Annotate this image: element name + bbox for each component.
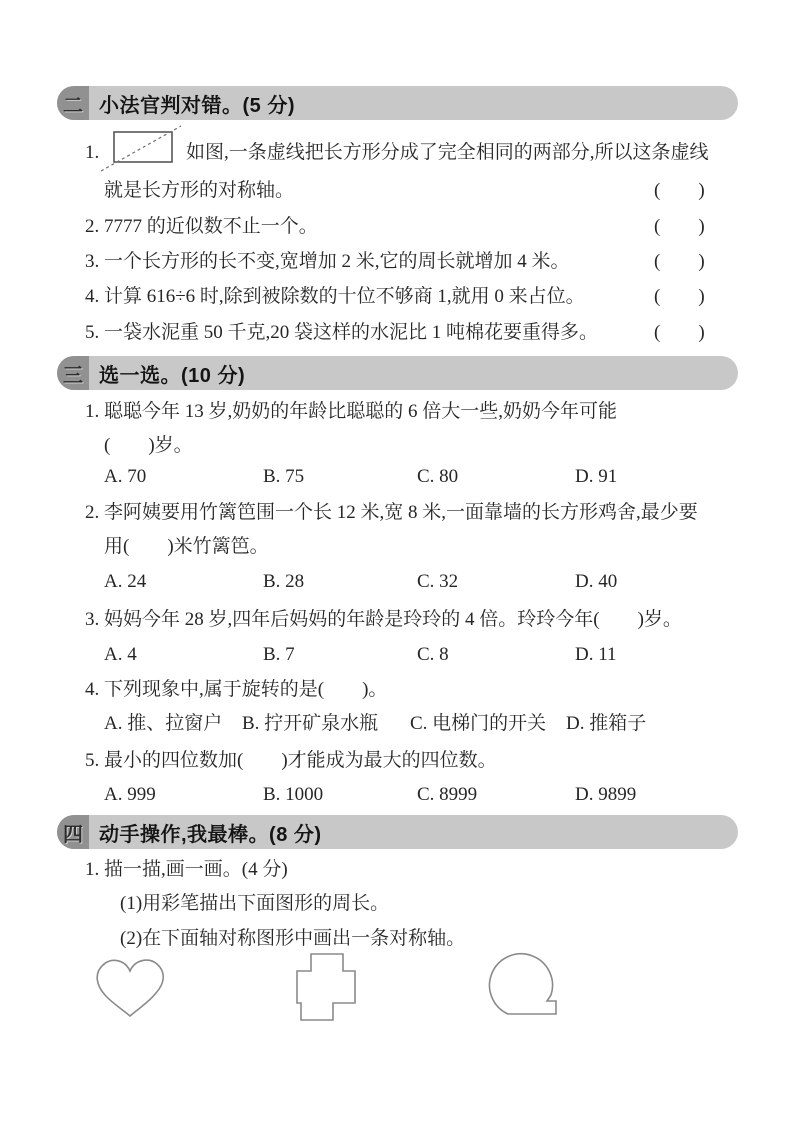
- section-header-hands-on: [57, 815, 738, 849]
- judge-q1-line2: 就是长方形的对称轴。: [104, 180, 295, 201]
- choose-q2-option-b: B. 28: [263, 571, 305, 592]
- choose-q1-line1: 1. 聪聪今年 13 岁,奶奶的年龄比聪聪的 6 倍大一些,奶奶今年可能: [85, 401, 618, 422]
- choose-q4-text: 4. 下列现象中,属于旋转的是( )。: [85, 679, 388, 700]
- choose-q2-line2: 用( )米竹篱笆。: [104, 536, 269, 557]
- rounded-notch-shape: [487, 951, 563, 1021]
- choose-q4-option-d: D. 推箱子: [566, 713, 647, 734]
- judge-q2-answer-blank: ( ): [654, 216, 705, 237]
- choose-q4-options: [104, 711, 749, 737]
- choose-q2-options: [104, 569, 749, 595]
- section-hands-on-title: 动手操作,我最棒。(8 分): [99, 823, 322, 846]
- choose-q4-option-b: B. 拧开矿泉水瓶: [242, 713, 379, 734]
- choose-q4-option-a: A. 推、拉窗户: [104, 713, 223, 734]
- section-hands-on-badge: 四: [57, 815, 89, 849]
- hands-on-q1-sub2: (2)在下面轴对称图形中画出一条对称轴。: [120, 928, 466, 949]
- choose-q5-option-d: D. 9899: [575, 784, 637, 805]
- choose-q3-text: 3. 妈妈今年 28 岁,四年后妈妈的年龄是玲玲的 4 倍。玲玲今年( )岁。: [85, 609, 682, 630]
- choose-q5-option-a: A. 999: [104, 784, 156, 805]
- choose-q1-options: [104, 464, 749, 490]
- judge-q1-answer-blank: ( ): [654, 180, 705, 201]
- choose-q1-option-a: A. 70: [104, 466, 147, 487]
- choose-q5-option-c: C. 8999: [417, 784, 478, 805]
- choose-q1-option-c: C. 80: [417, 466, 459, 487]
- judge-q5-text: 5. 一袋水泥重 50 千克,20 袋这样的水泥比 1 吨棉花要重得多。: [85, 322, 599, 343]
- choose-q1-line2: ( )岁。: [104, 435, 193, 456]
- judge-q1-number: 1.: [85, 142, 100, 163]
- section-judge-badge: 二: [57, 86, 89, 120]
- judge-q2-text: 2. 7777 的近似数不止一个。: [85, 216, 318, 237]
- choose-q2-option-d: D. 40: [575, 571, 618, 592]
- section-choose-badge: 三: [57, 356, 89, 390]
- choose-q3-option-c: C. 8: [417, 644, 449, 665]
- choose-q3-option-d: D. 11: [575, 644, 617, 665]
- hands-on-q1-sub1: (1)用彩笔描出下面图形的周长。: [120, 893, 390, 914]
- choose-q2-option-c: C. 32: [417, 571, 459, 592]
- judge-q5-answer-blank: ( ): [654, 322, 705, 343]
- heart-shape: [92, 956, 168, 1018]
- judge-q4-answer-blank: ( ): [654, 286, 705, 307]
- choose-q3-option-b: B. 7: [263, 644, 295, 665]
- choose-q3-options: [104, 642, 749, 668]
- choose-q5-option-b: B. 1000: [263, 784, 324, 805]
- hands-on-q1-text: 1. 描一描,画一画。(4 分): [85, 859, 288, 880]
- judge-q1-line1: 如图,一条虚线把长方形分成了完全相同的两部分,所以这条虚线: [186, 142, 709, 163]
- section-header-judge: [57, 86, 738, 120]
- choose-q4-option-c: C. 电梯门的开关: [410, 713, 547, 734]
- rectangle-dashed-diagonal-figure: [100, 124, 182, 172]
- cross-shape: [295, 953, 357, 1021]
- choose-q5-text: 5. 最小的四位数加( )才能成为最大的四位数。: [85, 750, 497, 771]
- choose-q3-option-a: A. 4: [104, 644, 137, 665]
- choose-q5-options: [104, 782, 749, 808]
- choose-q2-option-a: A. 24: [104, 571, 147, 592]
- section-choose-title: 选一选。(10 分): [99, 364, 246, 387]
- choose-q2-line1: 2. 李阿姨要用竹篱笆围一个长 12 米,宽 8 米,一面靠墙的长方形鸡舍,最少要: [85, 502, 698, 523]
- section-header-choose: [57, 356, 738, 390]
- judge-q3-answer-blank: ( ): [654, 251, 705, 272]
- judge-q3-text: 3. 一个长方形的长不变,宽增加 2 米,它的周长就增加 4 米。: [85, 251, 570, 272]
- section-judge-title: 小法官判对错。(5 分): [99, 94, 295, 117]
- choose-q1-option-d: D. 91: [575, 466, 618, 487]
- choose-q1-option-b: B. 75: [263, 466, 305, 487]
- judge-q4-text: 4. 计算 616÷6 时,除到被除数的十位不够商 1,就用 0 来占位。: [85, 286, 585, 307]
